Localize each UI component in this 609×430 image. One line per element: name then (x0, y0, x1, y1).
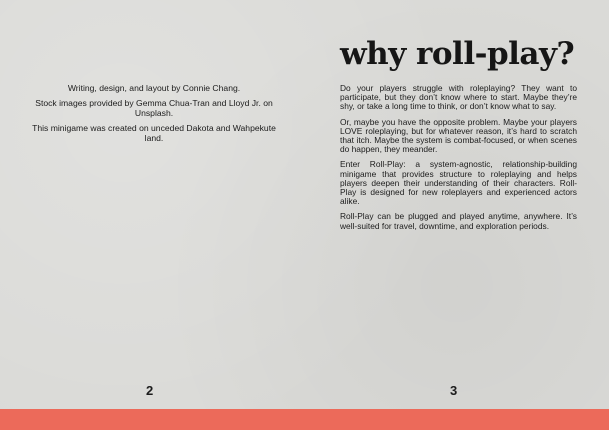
credits-block (30, 84, 278, 149)
credits-line-images: Stock images provided by Gemma Chua-Tran and Lloyd Jr. on Unsplash. (35, 98, 273, 118)
credits-line-writing: Writing, design, and layout by Connie Chang. (67, 83, 241, 93)
accent-band (0, 409, 609, 430)
body-text (340, 84, 577, 237)
left-page (0, 0, 304, 409)
page-number-right: 3 (450, 383, 458, 398)
credits-line-land: This minigame was created on unceded Dakota and Wahpekute land. (32, 123, 276, 143)
paragraph-enter-roll-play: Enter Roll-Play: a system-agnostic, relationship-building minigame that provides structure to roleplaying and helps players deepen their understanding of their characters. Roll-Play is designed for new roleplayers and experienced actors alike. (340, 159, 577, 207)
paragraph-struggle: Do your players struggle with roleplaying? They want to participate, but they don’t know where to start. Maybe they’re shy, or take a long time to think, or don’t know what to say. (340, 83, 577, 112)
page-heading: why roll-play? (340, 36, 575, 72)
right-page (304, 0, 609, 409)
page-number-left: 2 (146, 383, 154, 398)
paragraph-anytime: Roll-Play can be plugged and played anytime, anywhere. It’s well-suited for travel, downtime, and exploration periods. (340, 211, 577, 231)
paragraph-opposite-problem: Or, maybe you have the opposite problem. Maybe your players LOVE roleplaying, but for whatever reason, it’s hard to scratch that itch. Maybe the system is combat-focused, or when scenes do happen, they meander. (340, 116, 577, 155)
